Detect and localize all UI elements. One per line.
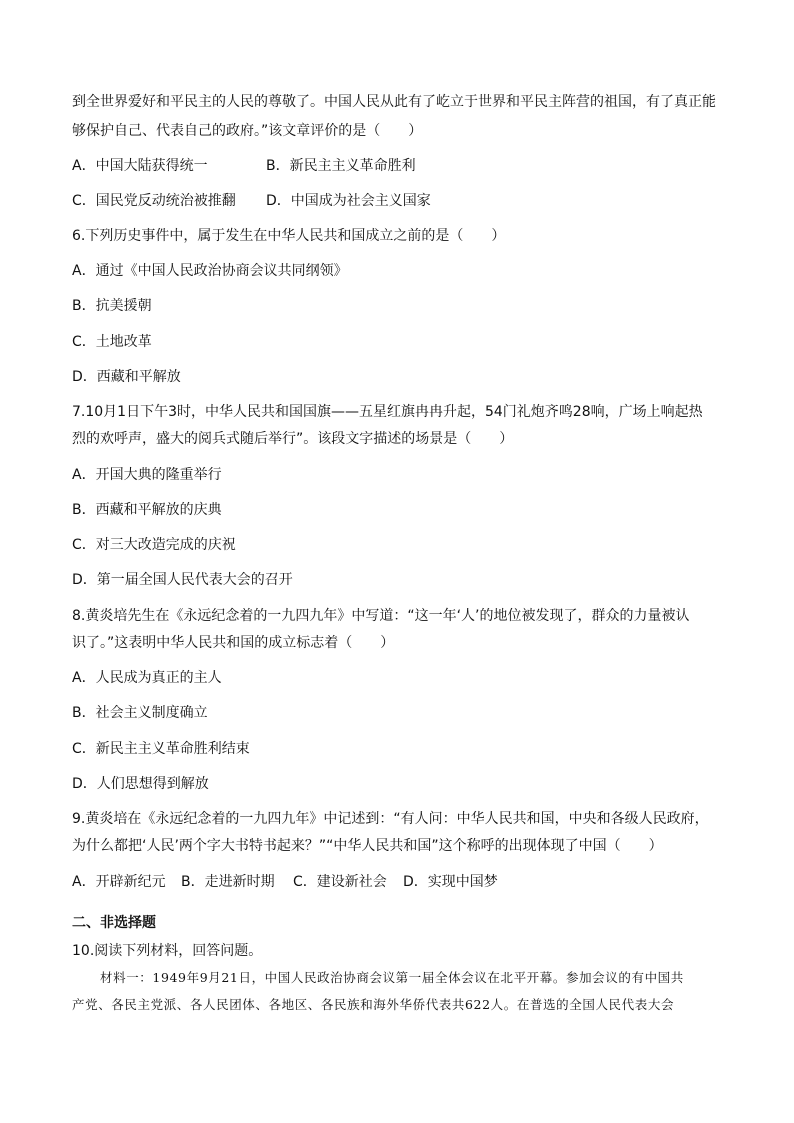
q9-option-d: D．实现中国梦	[403, 874, 498, 890]
q8-line-2: 识了。”这表明中华人民共和国的成立标志着（ ）	[72, 635, 395, 651]
q10-material-1-line-1: 材料一：1949年9月21日，中国人民政治协商会议第一届全体会议在北平开幕。参加会议的有中国共	[100, 970, 684, 985]
q5-options-row-2	[72, 191, 431, 211]
section-title: 二、非选择题	[72, 915, 156, 931]
q9-option-c: C．建设新社会	[293, 874, 387, 890]
q9-option-b: B．走进新时期	[181, 874, 275, 890]
q5-option-a: A．中国大陆获得统一	[72, 158, 208, 174]
q5-option-b: B．新民主主义革命胜利	[266, 158, 416, 174]
q9-option-a: A．开辟新纪元	[72, 874, 166, 890]
q10-material-1-line-2: 产党、各民主党派、各人民团体、各地区、各民族和海外华侨代表共622人。在普选的全国人民代表大会	[72, 997, 675, 1012]
q5-line-2: 够保护自己、代表自己的政府。”该文章评价的是（ ）	[72, 123, 423, 139]
q5-option-d: D．中国成为社会主义国家	[266, 193, 431, 209]
q9-line-2: 为什么都把‘人民’两个字大书特书起来？”“中华人民共和国”这个称呼的出现体现了中国（ ）	[72, 838, 663, 854]
q8-option-c: C．新民主主义革命胜利结束	[72, 741, 250, 757]
q5-option-c: C．国民党反动统治被推翻	[72, 193, 236, 209]
q5-line-1: 到全世界爱好和平民主的人民的尊敬了。中国人民从此有了屹立于世界和平民主阵营的祖国，有了真正能	[72, 94, 716, 110]
q7-option-b: B．西藏和平解放的庆典	[72, 502, 222, 518]
q8-option-b: B．社会主义制度确立	[72, 705, 208, 721]
q7-option-d: D．第一届全国人民代表大会的召开	[72, 572, 293, 588]
q10-stem: 10.阅读下列材料，回答问题。	[72, 943, 263, 959]
q9-line-1: 9.黄炎培在《永远纪念着的一九四九年》中记述到：“有人问：中华人民共和国，中央和各级人民政府，	[72, 811, 709, 827]
q8-line-1: 8.黄炎培先生在《永远纪念着的一九四九年》中写道：“这一年‘人’的地位被发现了，群众的力量被认	[72, 608, 690, 624]
q8-option-d: D．人们思想得到解放	[72, 776, 209, 792]
q8-option-a: A．人民成为真正的主人	[72, 670, 222, 686]
q6-option-d: D．西藏和平解放	[72, 369, 181, 385]
q6-stem: 6.下列历史事件中，属于发生在中华人民共和国成立之前的是（ ）	[72, 228, 506, 244]
q6-option-b: B．抗美援朝	[72, 298, 152, 314]
q7-option-a: A．开国大典的隆重举行	[72, 467, 222, 483]
q7-line-1: 7.10月1日下午3时，中华人民共和国国旗——五星红旗冉冉升起，54门礼炮齐鸣28响，广场上响起热	[72, 404, 703, 420]
q6-option-c: C．土地改革	[72, 334, 152, 350]
q6-option-a: A．通过《中国人民政治协商会议共同纲领》	[72, 263, 348, 279]
q7-line-2: 烈的欢呼声，盛大的阅兵式随后举行”。该段文字描述的场景是（ ）	[72, 431, 514, 447]
q7-option-c: C．对三大改造完成的庆祝	[72, 537, 236, 553]
q5-options-row-1	[72, 156, 416, 176]
q9-options-row	[72, 872, 498, 892]
